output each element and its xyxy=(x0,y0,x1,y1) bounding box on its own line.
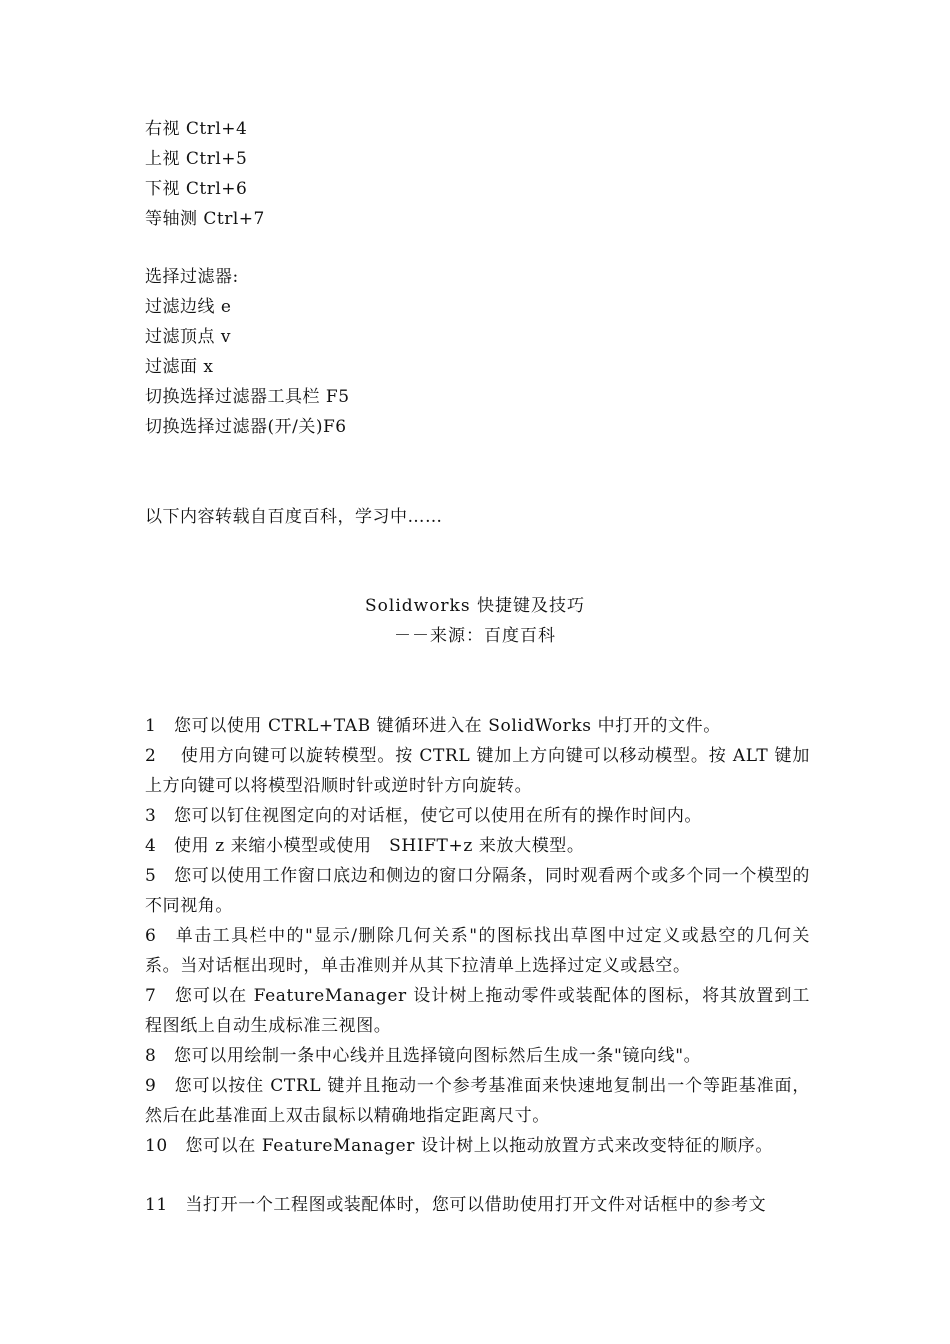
tip-9: 9 您可以按住 CTRL 键并且拖动一个参考基准面来快速地复制出一个等距基准面，然后在此基准面上双击鼠标以精确地指定距离尺寸。 xyxy=(145,1076,810,1126)
tip-11: 11 当打开一个工程图或装配体时，您可以借助使用打开文件对话框中的参考文 xyxy=(145,1195,767,1215)
filter-vertices: 过滤顶点 v xyxy=(145,327,232,347)
tip-10: 10 您可以在 FeatureManager 设计树上以拖动放置方式来改变特征的顺序。 xyxy=(145,1136,773,1156)
tip-8: 8 您可以用绘制一条中心线并且选择镜向图标然后生成一条"镜向线"。 xyxy=(145,1046,702,1066)
article-title: Solidworks 快捷键及技巧 xyxy=(365,596,585,616)
tip-4: 4 使用 z 来缩小模型或使用 SHIFT+z 来放大模型。 xyxy=(145,836,585,856)
filter-edges: 过滤边线 e xyxy=(145,297,232,317)
shortcut-bottom-view: 下视 Ctrl+6 xyxy=(145,179,248,199)
tip-7: 7 您可以在 FeatureManager 设计树上拖动零件或装配体的图标，将其放置到工程图纸上自动生成标准三视图。 xyxy=(145,986,810,1036)
shortcut-right-view: 右视 Ctrl+4 xyxy=(145,119,248,139)
shortcut-top-view: 上视 Ctrl+5 xyxy=(145,149,248,169)
tip-2: 2 使用方向键可以旋转模型。按 CTRL 键加上方向键可以移动模型。按 ALT 键加上方向键可以将模型沿顺时针或逆时针方向旋转。 xyxy=(145,746,810,796)
repost-note: 以下内容转载自百度百科，学习中…… xyxy=(145,507,443,527)
shortcut-isometric-view: 等轴测 Ctrl+7 xyxy=(145,209,265,229)
tip-3: 3 您可以钉住视图定向的对话框，使它可以使用在所有的操作时间内。 xyxy=(145,806,703,826)
filter-heading: 选择过滤器: xyxy=(145,267,239,287)
filter-toolbar-toggle: 切换选择过滤器工具栏 F5 xyxy=(145,387,350,407)
filter-on-off-toggle: 切换选择过滤器(开/关)F6 xyxy=(145,417,347,437)
article-source: －－来源：百度百科 xyxy=(394,626,556,646)
tip-6: 6 单击工具栏中的"显示/删除几何关系"的图标找出草图中过定义或悬空的几何关系。当对话框出现时，单击准则并从其下拉清单上选择过定义或悬空。 xyxy=(145,926,810,976)
tip-5: 5 您可以使用工作窗口底边和侧边的窗口分隔条，同时观看两个或多个同一个模型的不同视角。 xyxy=(145,866,810,916)
filter-faces: 过滤面 x xyxy=(145,357,214,377)
tip-1: 1 您可以使用 CTRL+TAB 键循环进入在 SolidWorks 中打开的文件。 xyxy=(145,716,721,736)
